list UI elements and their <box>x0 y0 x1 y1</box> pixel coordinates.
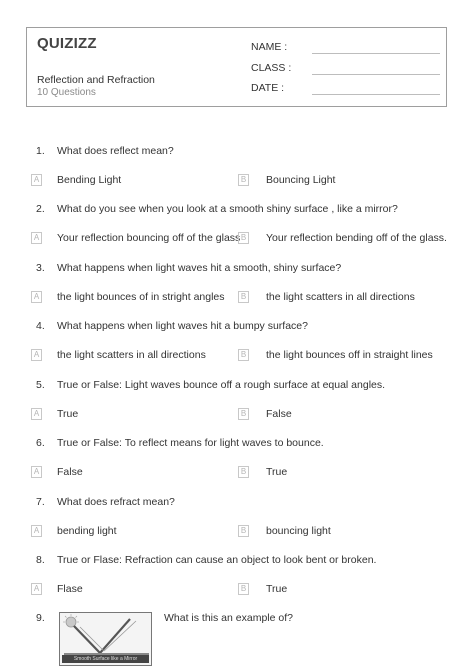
option-a-box[interactable]: A <box>31 291 42 303</box>
option-a-box[interactable]: A <box>31 174 42 186</box>
question-text: True or False: Light waves bounce off a rough surface at equal angles. <box>57 379 386 391</box>
reflection-diagram-image <box>59 612 152 666</box>
question-number: 3. <box>36 262 45 274</box>
question-number: 6. <box>36 437 45 449</box>
option-b-text[interactable]: the light scatters in all directions <box>266 291 415 303</box>
option-b-text[interactable]: Bouncing Light <box>266 174 336 186</box>
question-number: 5. <box>36 379 45 391</box>
question-number: 2. <box>36 203 45 215</box>
option-b-box[interactable]: B <box>238 408 249 420</box>
question-text: True or False: To reflect means for light waves to bounce. <box>57 437 324 449</box>
question-text: What happens when light waves hit a bumpy surface? <box>57 320 308 332</box>
date-field[interactable] <box>251 82 284 94</box>
quizizz-logo: QUIZIZZ <box>37 35 97 52</box>
question-number: 8. <box>36 554 45 566</box>
option-b-box[interactable]: B <box>238 466 249 478</box>
worksheet-header <box>26 27 447 107</box>
option-b-box[interactable]: B <box>238 291 249 303</box>
question-9-text: What is this an example of? <box>164 612 293 624</box>
question-text: What does refract mean? <box>57 496 175 508</box>
option-b-text[interactable]: True <box>266 583 288 595</box>
question-text: What happens when light waves hit a smooth, shiny surface? <box>57 262 342 274</box>
option-a-box[interactable]: A <box>31 232 42 244</box>
option-b-text[interactable]: True <box>266 466 288 478</box>
option-b-text[interactable]: the light bounces off in straight lines <box>266 349 433 361</box>
option-b-text[interactable]: bouncing light <box>266 525 331 537</box>
option-a-box[interactable]: A <box>31 349 42 361</box>
date-line <box>312 94 440 95</box>
option-a-text[interactable]: bending light <box>57 525 117 537</box>
question-text: True or Flase: Refraction can cause an object to look bent or broken. <box>57 554 377 566</box>
option-b-box[interactable]: B <box>238 232 249 244</box>
question-number: 7. <box>36 496 45 508</box>
name-field[interactable] <box>251 41 287 53</box>
option-a-text[interactable]: True <box>57 408 79 420</box>
date-label: DATE : <box>251 82 285 94</box>
image-caption: Smooth Surface like a Mirror <box>62 655 149 663</box>
option-a-text[interactable]: False <box>57 466 83 478</box>
option-b-box[interactable]: B <box>238 583 249 595</box>
option-b-box[interactable]: B <box>238 525 249 537</box>
option-a-box[interactable]: A <box>31 583 42 595</box>
option-b-text[interactable]: Your reflection bending off of the glass. <box>266 232 447 244</box>
class-line <box>312 74 440 75</box>
option-a-text[interactable]: Flase <box>57 583 83 595</box>
option-a-text[interactable]: the light bounces of in stright angles <box>57 291 225 303</box>
question-count: 10 Questions <box>37 87 96 98</box>
option-a-text[interactable]: the light scatters in all directions <box>57 349 206 361</box>
class-field[interactable] <box>251 62 291 74</box>
option-a-text[interactable]: Bending Light <box>57 174 122 186</box>
question-text: What do you see when you look at a smooth shiny surface , like a mirror? <box>57 203 398 215</box>
option-a-box[interactable]: A <box>31 525 42 537</box>
option-b-box[interactable]: B <box>238 174 249 186</box>
class-label: CLASS : <box>251 62 292 74</box>
option-a-box[interactable]: A <box>31 408 42 420</box>
name-label: NAME : <box>251 41 288 53</box>
name-line <box>312 53 440 54</box>
option-a-text[interactable]: Your reflection bouncing off of the glass <box>57 232 241 244</box>
worksheet-title: Reflection and Refraction <box>37 74 155 86</box>
question-number: 1. <box>36 145 45 157</box>
question-number: 4. <box>36 320 45 332</box>
question-9-number: 9. <box>36 612 45 624</box>
option-b-box[interactable]: B <box>238 349 249 361</box>
option-b-text[interactable]: False <box>266 408 292 420</box>
option-a-box[interactable]: A <box>31 466 42 478</box>
question-text: What does reflect mean? <box>57 145 174 157</box>
